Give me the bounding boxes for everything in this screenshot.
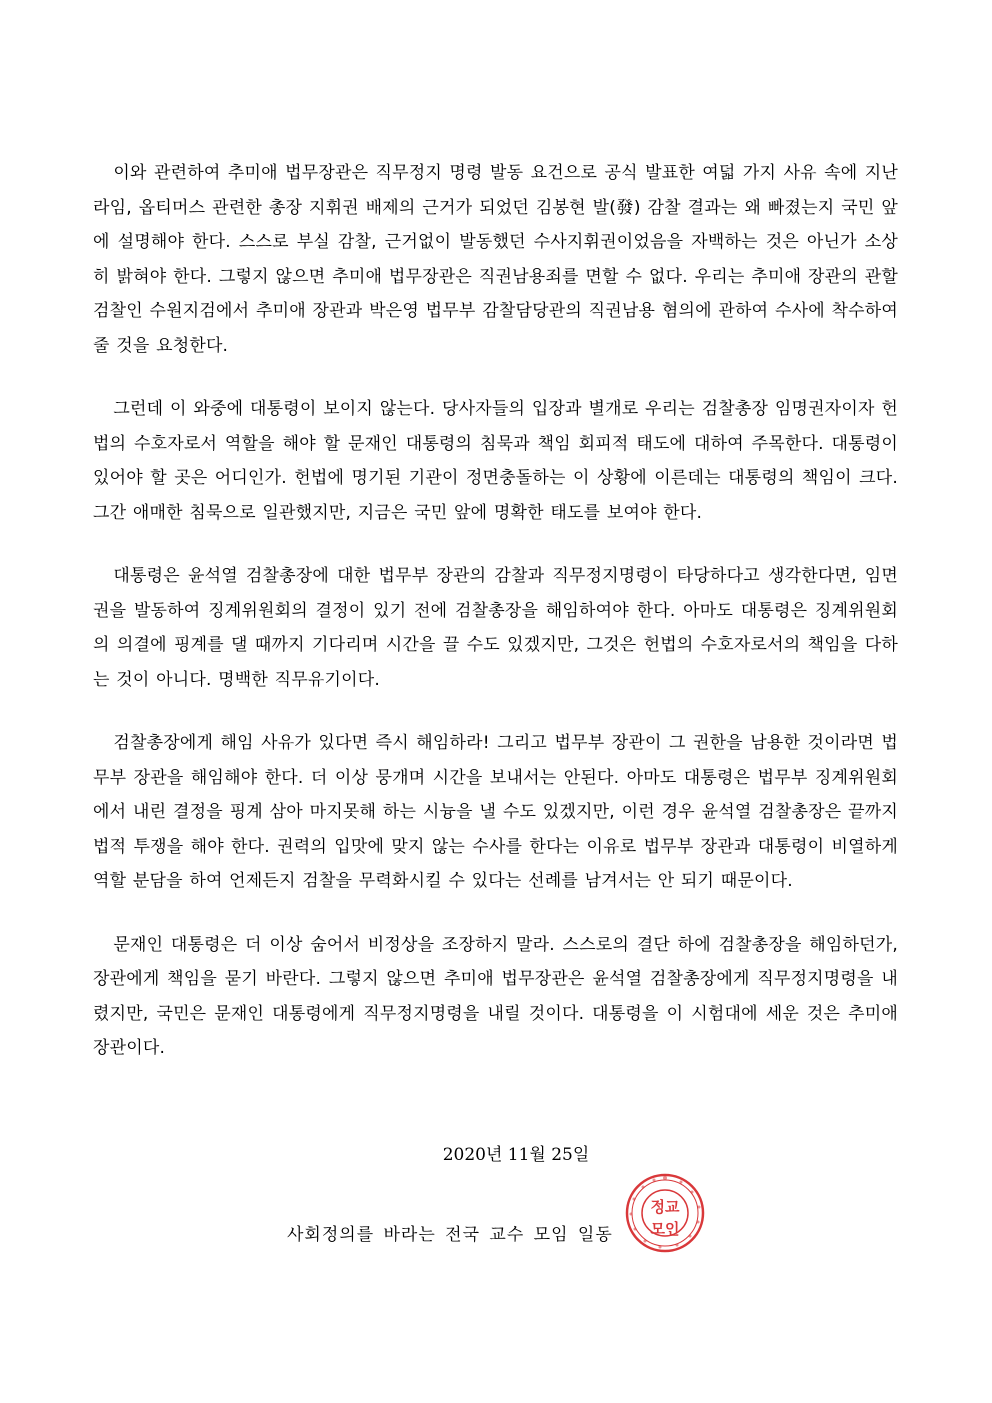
signature-line: 사회정의를 바라는 전국 교수 모임 일동 (287, 1225, 613, 1245)
seal-inner-text: 모인 (650, 1220, 680, 1238)
document-date: 2020년 11월 25일 (442, 1145, 590, 1165)
paragraph-5: 문재인 대통령은 더 이상 숨어서 비정상을 조장하지 말라. 스스로의 결단 하에 검찰총장을 해임하던가, 장관에게 책임을 묻기 바란다. 그렇지 않으면 추미애 법무장관은 윤석열 검찰총장에게 직무정지명령을 내렸지만, 국민은 문재인 대통령에게 직무정지명령을 내릴 것이다. 대통령을 이 시험대에 세운 것은 추미애 장관이다. (93, 934, 898, 1058)
seal-inner-text: 정교 (650, 1198, 680, 1216)
paragraph-2: 그런데 이 와중에 대통령이 보이지 않는다. 당사자들의 입장과 별개로 우리는 검찰총장 임명권자이자 헌법의 수호자로서 역할을 해야 할 문재인 대통령의 침묵과 책임 회피적 태도에 대하여 주목한다. 대통령이 있어야 할 곳은 어디인가. 헌법에 명기된 기관이 정면충돌하는 이 상황에 이른데는 대통령의 책임이 크다. 그간 애매한 침묵으로 일관했지만, 지금은 국민 앞에 명확한 태도를 보여야 한다. (93, 399, 898, 523)
official-seal-icon (624, 1172, 706, 1254)
paragraph-4: 검찰총장에게 해임 사유가 있다면 즉시 해임하라! 그리고 법무부 장관이 그 권한을 남용한 것이라면 법무부 장관을 해임해야 한다. 더 이상 뭉개며 시간을 보내서는 안된다. 아마도 대통령은 법무부 징계위원회에서 내린 결정을 핑계 삼아 마지못해 하는 시늉을 낼 수도 있겠지만, 이런 경우 윤석열 검찰총장은 끝까지 법적 투쟁을 해야 한다. 권력의 입맛에 맞지 않는 수사를 한다는 이유로 법무부 장관과 대통령이 비열하게 역할 분담을 하여 언제든지 검찰을 무력화시킬 수 있다는 선례를 남겨서는 안 되기 때문이다. (93, 733, 898, 891)
paragraph-1: 이와 관련하여 추미애 법무장관은 직무정지 명령 발동 요건으로 공식 발표한 여덟 가지 사유 속에 지난 라임, 옵티머스 관련한 총장 지휘권 배제의 근거가 되었던 김봉현 발(發) 감찰 결과는 왜 빠졌는지 국민 앞에 설명해야 한다. 스스로 부실 감찰, 근거없이 발동했던 수사지휘권이었음을 자백하는 것은 아닌가 소상히 밝혀야 한다. 그렇지 않으면 추미애 법무장관은 직권남용죄를 면할 수 없다. 우리는 추미애 장관의 관할 검찰인 수원지검에서 추미애 장관과 박은영 법무부 감찰담당관의 직권남용 혐의에 관하여 수사에 착수하여 줄 것을 요청한다. (93, 163, 898, 356)
paragraph-3: 대통령은 윤석열 검찰총장에 대한 법무부 장관의 감찰과 직무정지명령이 타당하다고 생각한다면, 임면권을 발동하여 징계위원회의 결정이 있기 전에 검찰총장을 해임하여야 한다. 아마도 대통령은 징계위원회의 의결에 핑계를 댈 때까지 기다리며 시간을 끌 수도 있겠지만, 그것은 헌법의 수호자로서의 책임을 다하는 것이 아니다. 명백한 직무유기이다. (93, 566, 898, 690)
document-body (93, 156, 898, 1095)
